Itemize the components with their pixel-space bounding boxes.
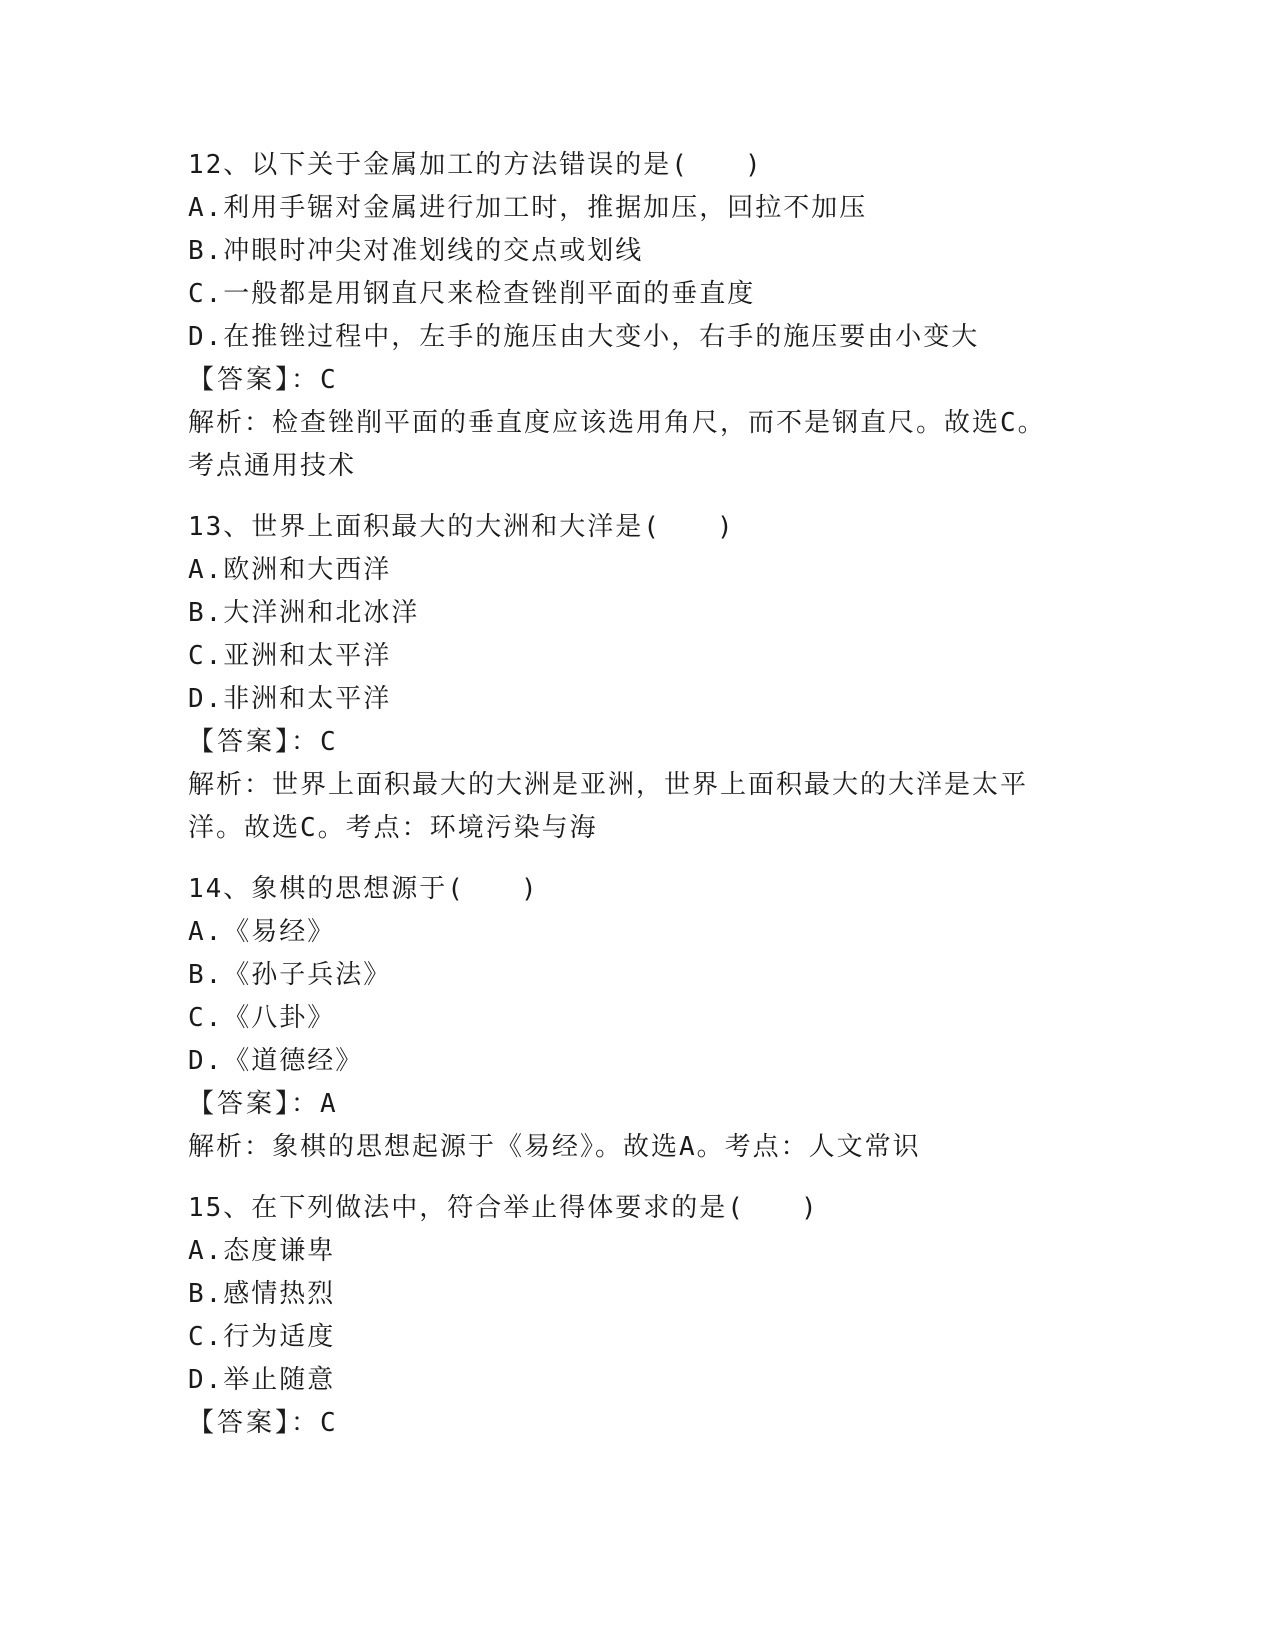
option-c: C.《八卦》: [188, 1003, 336, 1033]
question-14: [188, 868, 1088, 1169]
question-13: [188, 506, 1088, 850]
option-a: A.态度谦卑: [188, 1236, 336, 1266]
option-d: D.《道德经》: [188, 1046, 364, 1076]
question-stem: 14、象棋的思想源于( ): [188, 874, 539, 904]
answer-label: 【答案】：C: [188, 365, 339, 395]
analysis-line: 洋。故选C。考点：环境污染与海: [188, 813, 598, 843]
option-c: C.一般都是用钢直尺来检查锉削平面的垂直度: [188, 279, 756, 309]
option-c: C.亚洲和太平洋: [188, 641, 392, 671]
option-b: B.《孙子兵法》: [188, 960, 392, 990]
analysis-line: 考点通用技术: [188, 451, 357, 481]
question-15: [188, 1187, 1088, 1445]
analysis-line: 解析：象棋的思想起源于《易经》。故选A。考点：人文常识: [188, 1132, 921, 1162]
question-stem: 15、在下列做法中，符合举止得体要求的是( ): [188, 1193, 819, 1223]
question-12: [188, 144, 1088, 488]
answer-label: 【答案】：C: [188, 727, 339, 757]
option-d: D.非洲和太平洋: [188, 684, 392, 714]
document-page: [188, 144, 1088, 1463]
option-b: B.大洋洲和北冰洋: [188, 598, 420, 628]
answer-label: 【答案】：A: [188, 1089, 339, 1119]
option-a: A.利用手锯对金属进行加工时，推据加压，回拉不加压: [188, 193, 868, 223]
option-a: A.《易经》: [188, 917, 336, 947]
question-stem: 12、以下关于金属加工的方法错误的是( ): [188, 150, 763, 180]
question-stem: 13、世界上面积最大的大洲和大洋是( ): [188, 512, 735, 542]
option-b: B.感情热烈: [188, 1279, 336, 1309]
answer-label: 【答案】：C: [188, 1408, 339, 1438]
option-b: B.冲眼时冲尖对准划线的交点或划线: [188, 236, 644, 266]
option-d: D.在推锉过程中，左手的施压由大变小，右手的施压要由小变大: [188, 322, 980, 352]
option-c: C.行为适度: [188, 1322, 336, 1352]
analysis-line: 解析：世界上面积最大的大洲是亚洲，世界上面积最大的大洋是太平: [188, 770, 1029, 800]
analysis-line: 解析：检查锉削平面的垂直度应该选用角尺，而不是钢直尺。故选C。: [188, 408, 1046, 438]
option-a: A.欧洲和大西洋: [188, 555, 392, 585]
option-d: D.举止随意: [188, 1365, 336, 1395]
